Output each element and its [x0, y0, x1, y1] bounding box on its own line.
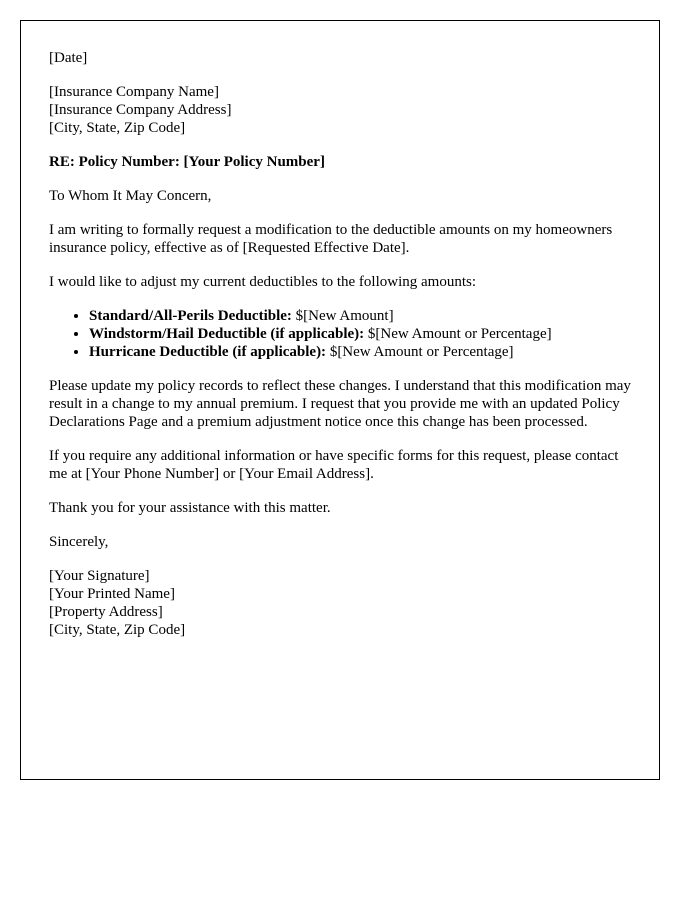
thanks-paragraph: Thank you for your assistance with this matter.: [49, 500, 331, 516]
list-item: [89, 325, 631, 343]
re-line: RE: Policy Number: [Your Policy Number]: [49, 154, 325, 170]
sender-city-state-zip: [City, State, Zip Code]: [49, 622, 186, 638]
salutation: To Whom It May Concern,: [49, 188, 212, 204]
deductible-label: Hurricane Deductible (if applicable):: [89, 344, 327, 360]
deductible-label: Windstorm/Hail Deductible (if applicable):: [89, 326, 365, 342]
letter-page: [20, 20, 660, 780]
sender-signature: [Your Signature]: [49, 568, 150, 584]
deductible-value: $[New Amount]: [291, 308, 394, 324]
recipient-block: [49, 83, 631, 137]
intro-paragraph: I am writing to formally request a modification to the deductible amounts on my homeowners insurance policy, effective as of [Requested Effective Date].: [49, 222, 613, 256]
deductible-value: $[New Amount or Percentage]: [364, 326, 552, 342]
contact-paragraph: If you require any additional information or have specific forms for this request, please contact me at [Your Phone Number] or [Your Email Address].: [49, 448, 619, 482]
sender-printed-name: [Your Printed Name]: [49, 586, 175, 602]
deductible-value: $[New Amount or Percentage]: [326, 344, 514, 360]
sender-property-address: [Property Address]: [49, 604, 163, 620]
sender-block: [49, 567, 631, 639]
list-item: [89, 307, 631, 325]
letter-date: [Date]: [49, 50, 88, 66]
recipient-city-state-zip: [City, State, Zip Code]: [49, 120, 186, 136]
recipient-name: [Insurance Company Name]: [49, 84, 219, 100]
deductible-list: [49, 307, 631, 361]
list-item: [89, 343, 631, 361]
deductible-label: Standard/All-Perils Deductible:: [89, 308, 292, 324]
recipient-address: [Insurance Company Address]: [49, 102, 232, 118]
list-intro: I would like to adjust my current deductibles to the following amounts:: [49, 274, 477, 290]
update-paragraph: Please update my policy records to reflect these changes. I understand that this modification may result in a change to my annual premium. I request that you provide me with an updated Policy Declarations Page and a premium adjustment notice once this change has been processed.: [49, 378, 631, 430]
closing: Sincerely,: [49, 534, 109, 550]
